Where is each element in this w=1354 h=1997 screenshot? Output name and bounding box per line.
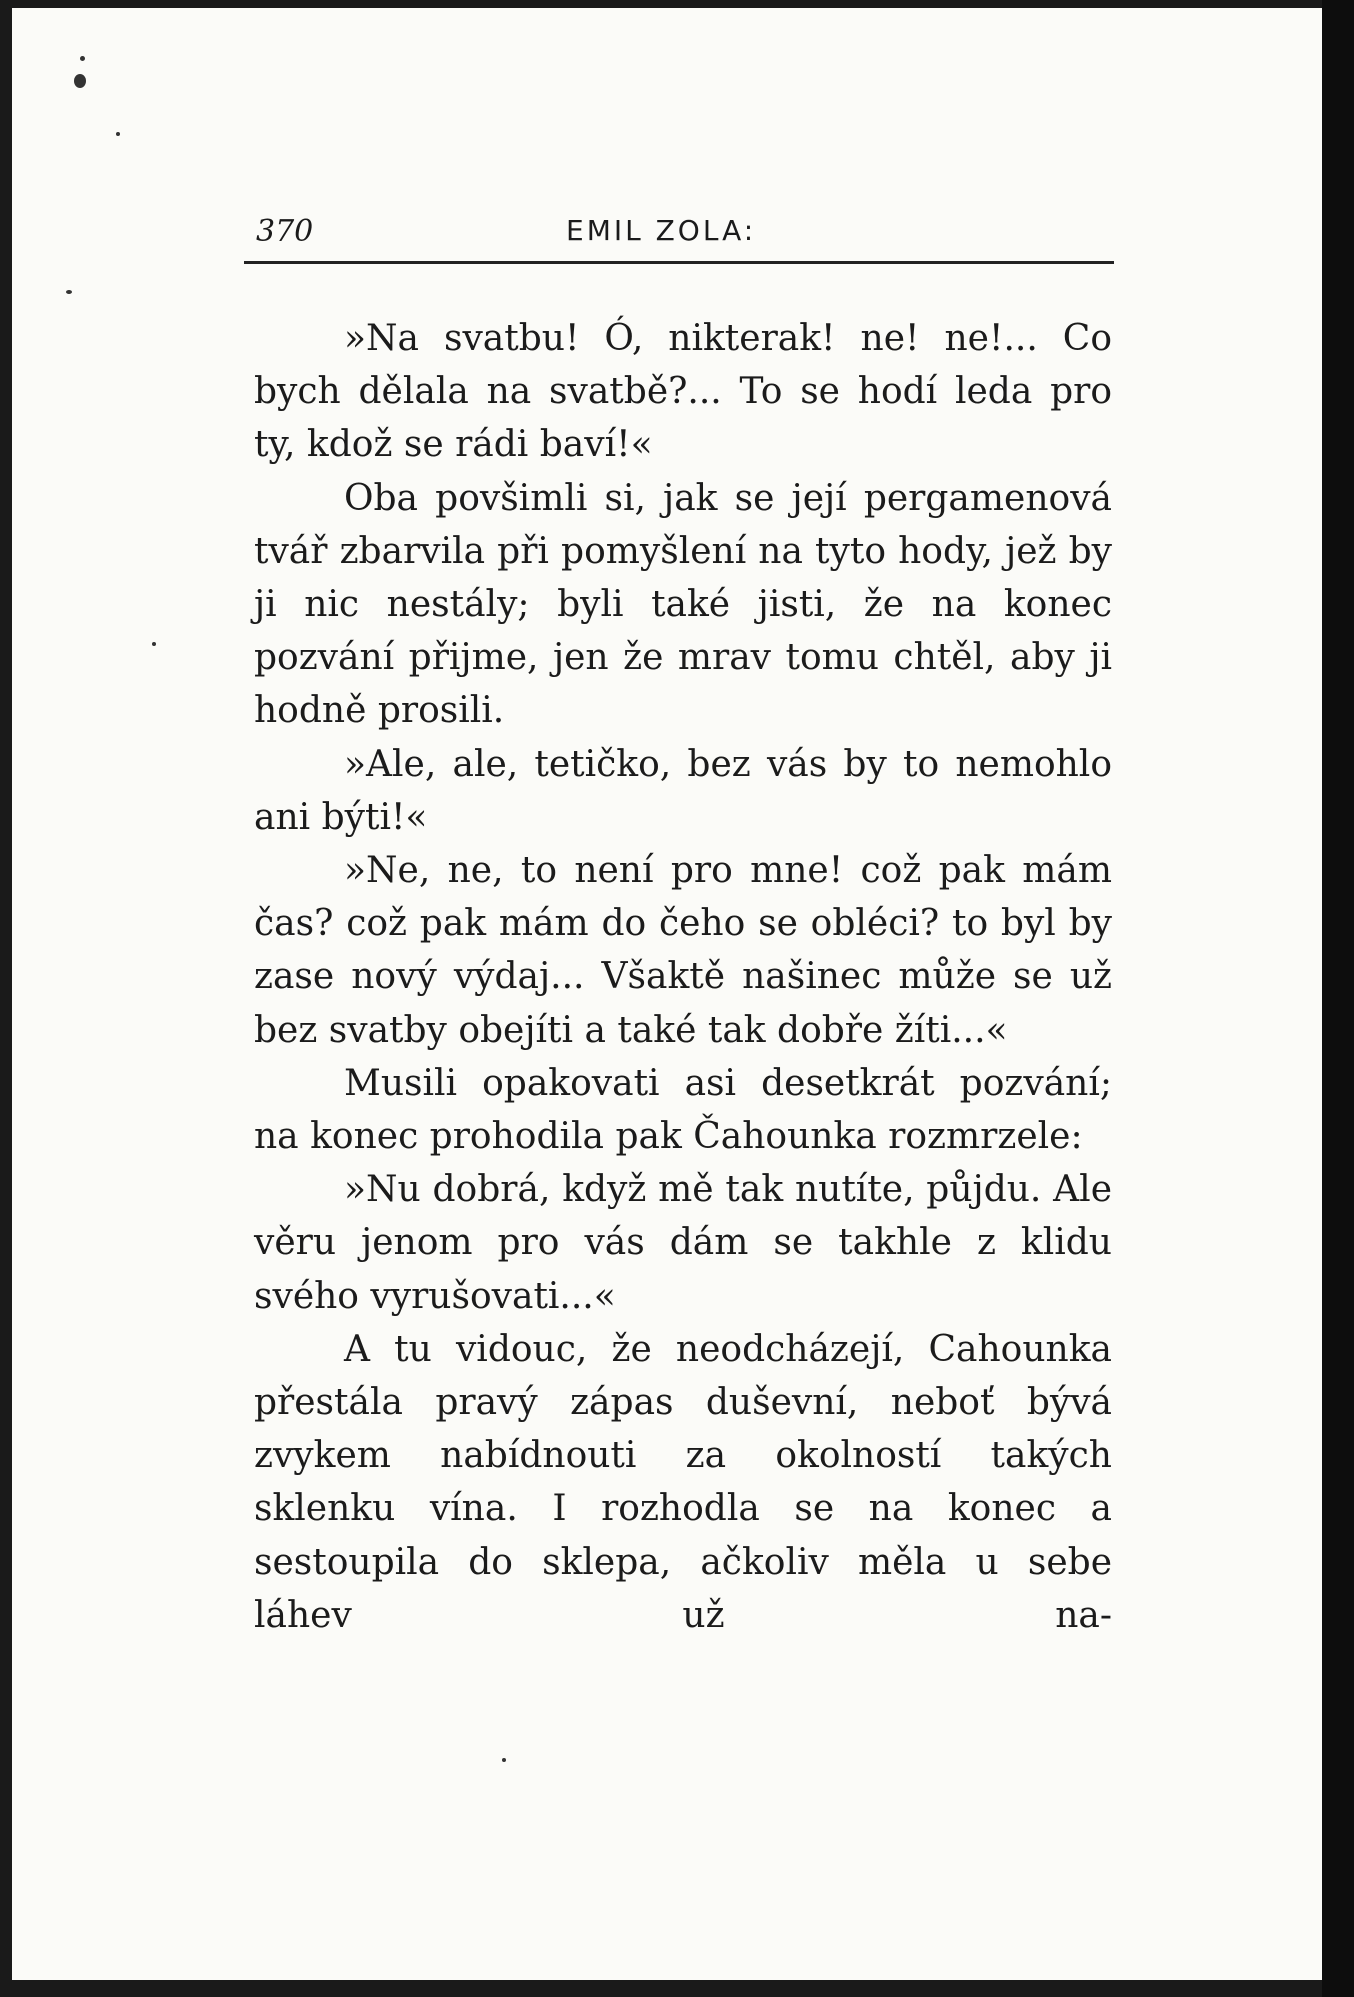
ink-speck bbox=[74, 74, 86, 88]
paragraph: Oba povšimli si, jak se její pergamenová tvář zbarvila při pomyšlení na tyto hody, jež by ji nic nestály; byli také jisti, že na konec pozvání přijme, jen že mrav tomu chtěl, aby ji hodně prosili. bbox=[254, 477, 1112, 732]
ink-speck bbox=[66, 290, 72, 294]
running-header bbox=[256, 214, 1126, 264]
paragraph: »Ale, ale, tetičko, bez vás by to nemohlo ani býti!« bbox=[254, 743, 1112, 838]
scan-edge bbox=[1322, 0, 1354, 1997]
paragraph: »Na svatbu! Ó, nikterak! ne! ne!... Co bych dělala na svatbě?... To se hodí leda pro ty, kdož se rádi baví!« bbox=[254, 318, 1112, 466]
running-title: EMIL ZOLA: bbox=[566, 214, 757, 247]
header-rule bbox=[244, 261, 1114, 264]
ink-speck bbox=[80, 56, 85, 61]
ink-speck bbox=[502, 1758, 506, 1762]
paragraph: A tu vidouc, že neodcházejí, Cahounka přestála pravý zápas duševní, neboť bývá zvykem nabídnouti za okolností takých sklenku vína. I rozhodla se na konec a sestoupila do sklepa, ačkoliv měla u sebe láhev už na- bbox=[254, 1328, 1112, 1636]
paragraph: »Nu dobrá, když mě tak nutíte, půjdu. Ale věru jenom pro vás dám se takhle z klidu svého vyrušovati...« bbox=[254, 1169, 1112, 1317]
paragraph: »Ne, ne, to není pro mne! což pak mám čas? což pak mám do čeho se obléci? to byl by zase nový výdaj... Všaktě našinec může se už bez svatby obejíti a také tak dobře žíti...« bbox=[254, 850, 1112, 1051]
paragraph: Musili opakovati asi desetkrát pozvání; na konec prohodila pak Čahounka rozmrzele: bbox=[254, 1062, 1112, 1158]
page-number: 370 bbox=[256, 214, 314, 249]
ink-speck bbox=[152, 642, 156, 646]
ink-speck bbox=[116, 132, 120, 136]
body-text bbox=[254, 312, 1112, 1642]
